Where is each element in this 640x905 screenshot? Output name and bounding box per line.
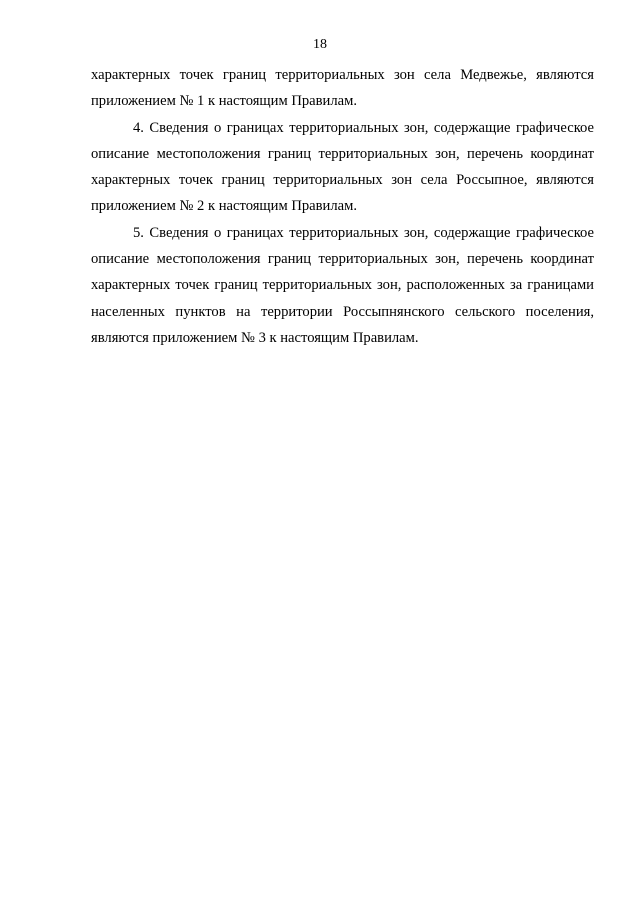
paragraph-item-5: 5. Сведения о границах территориальных зон, содержащие графическое описание местоположения границ территориальных зон, перечень координат характерных точек границ территориальных зон, расположенных за границами населенных пунктов на территории Россыпнянского сельского поселения, являются приложением № 3 к настоящим Правилам. <box>91 224 594 346</box>
document-body <box>91 62 594 351</box>
paragraph-item-4: 4. Сведения о границах территориальных зон, содержащие графическое описание местоположения границ территориальных зон, перечень координат характерных точек границ территориальных зон села Россыпное, являются приложением № 2 к настоящим Правилам. <box>91 119 594 215</box>
paragraph-continuation: характерных точек границ территориальных зон села Медвежье, являются приложением № 1 к настоящим Правилам. <box>91 67 594 110</box>
page-number: 18 <box>313 37 327 52</box>
